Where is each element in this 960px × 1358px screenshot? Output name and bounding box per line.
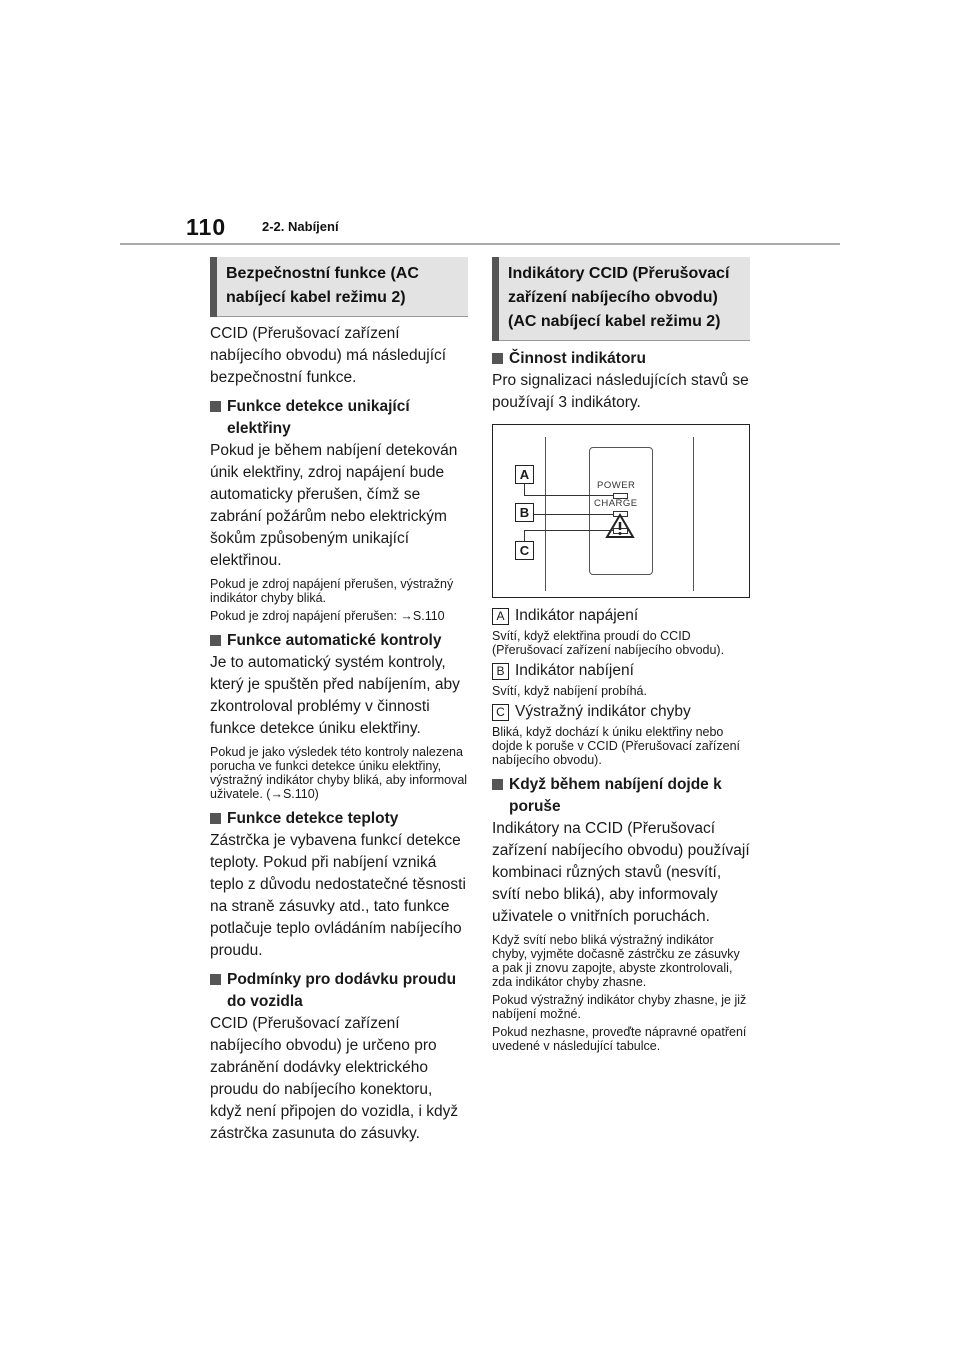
temperature-title: Funkce detekce teploty [227, 810, 399, 827]
legend-desc-error: Bliká, když dochází k úniku elektřiny nebo dojde k poruše v CCID (Přerušovací zařízení nabíjecího obvodu). [492, 725, 741, 767]
leak-detection-reference: Pokud je zdroj napájení přerušen: →S.110 [210, 609, 445, 623]
bullet-square-icon [210, 974, 221, 985]
auto-check-heading [210, 630, 468, 652]
fault-note-1: Když svítí nebo bliká výstražný indikátor chyby, vyjměte dočasně zástrčku ze zásuvky a pak ji znovu zapojte, abyste zkontrolovali, zda indikátor chyby zhasne. [492, 933, 740, 989]
temperature-heading [210, 808, 468, 830]
header-rule [120, 243, 840, 245]
auto-check-body: Je to automatický systém kontroly, který je spuštěn před nabíjením, aby zkontroloval problémy v činnosti funkce detekce úniku elektřiny. [210, 654, 460, 737]
supply-conditions-title: Podmínky pro dodávku proudu do vozidla [227, 971, 457, 1010]
legend-tag-b: B [492, 663, 509, 680]
lead-c-vertical [524, 530, 525, 541]
indicator-operation-heading [492, 348, 750, 370]
supply-conditions-heading [210, 969, 468, 1013]
leak-detection-body: Pokud je během nabíjení detekován únik elektřiny, zdroj napájení bude automaticky přerušen, čímž se zabrání požárům nebo elektrickým šokům způsobeným unikající elektřinou. [210, 442, 458, 569]
figure-tag-c: C [515, 541, 534, 560]
legend-title-error: Výstražný indikátor chyby [515, 703, 691, 720]
supply-conditions-body: CCID (Přerušovací zařízení nabíjecího obvodu) je určeno pro zabránění dodávky elektrického proudu do nabíjecího konektoru, když není připojen do vozidla, i když zástrčka zasunuta do zásuvky. [210, 1015, 459, 1142]
indicator-operation-body: Pro signalizaci následujících stavů se používají 3 indikátory. [492, 372, 749, 411]
legend-tag-a: A [492, 608, 509, 625]
legend-item-error [492, 702, 750, 722]
legend-item-charge [492, 661, 750, 681]
leak-detection-note: Pokud je zdroj napájení přerušen, výstražný indikátor chyby bliká. [210, 577, 454, 605]
fault-note-3: Pokud nezhasne, proveďte nápravné opatření uvedené v následující tabulce. [492, 1025, 747, 1053]
safety-intro: CCID (Přerušovací zařízení nabíjecího obvodu) má následující bezpečnostní funkce. [210, 325, 447, 386]
lead-a-horizontal [524, 495, 613, 496]
fault-note-2: Pokud výstražný indikátor chyby zhasne, je již nabíjení možné. [492, 993, 747, 1021]
safety-functions-heading: Bezpečnostní funkce (AC nabíjecí kabel režimu 2) [210, 257, 468, 317]
bullet-square-icon [210, 635, 221, 646]
leak-detection-heading [210, 396, 468, 440]
ccid-indicators-heading: Indikátory CCID (Přerušovací zařízení nabíjecího obvodu) (AC nabíjecí kabel režimu 2) [492, 257, 750, 341]
power-label: POWER [597, 480, 636, 491]
figure-tag-b: B [515, 503, 534, 522]
section-title: 2-2. Nabíjení [262, 219, 339, 234]
legend-title-charge: Indikátor nabíjení [515, 662, 634, 679]
leak-detection-title: Funkce detekce unikající elektřiny [227, 398, 410, 437]
lead-c-horizontal [524, 530, 613, 531]
auto-check-note: Pokud je jako výsledek této kontroly nalezena porucha ve funkci detekce úniku elektřiny, výstražný indikátor chyby bliká, aby informoval uživatele. (→S.110) [210, 745, 468, 801]
warning-triangle-icon [605, 513, 635, 539]
left-column [210, 257, 468, 1150]
page-number: 110 [186, 214, 227, 240]
legend-title-power: Indikátor napájení [515, 607, 639, 624]
figure-tag-a: A [515, 465, 534, 484]
cable-line-right [693, 437, 694, 591]
legend-desc-power: Svítí, když elektřina proudí do CCID (Přerušovací zařízení nabíjecího obvodu). [492, 629, 725, 657]
fault-body: Indikátory na CCID (Přerušovací zařízení nabíjecího obvodu) používají kombinaci různých stavů (nesvítí, svítí nebo bliká), aby informovaly uživatele o vnitřních poruchách. [492, 820, 750, 925]
fault-title: Když během nabíjení dojde k poruše [509, 776, 722, 815]
fault-heading [492, 774, 750, 818]
legend-item-power [492, 606, 750, 626]
bullet-square-icon [492, 353, 503, 364]
ccid-indicator-figure [492, 424, 750, 598]
bullet-square-icon [492, 779, 503, 790]
lead-b-horizontal [534, 514, 613, 515]
bullet-square-icon [210, 401, 221, 412]
indicator-operation-title: Činnost indikátoru [509, 350, 646, 367]
temperature-body: Zástrčka je vybavena funkcí detekce teploty. Pokud při nabíjení vzniká teplo z důvodu nedostatečné těsnosti na straně zásuvky atd., tato funkce potlačuje teplo ovládáním nabíjecího proudu. [210, 832, 466, 959]
charge-label: CHARGE [594, 498, 638, 509]
legend-desc-charge: Svítí, když nabíjení probíhá. [492, 684, 647, 698]
bullet-square-icon [210, 813, 221, 824]
auto-check-title: Funkce automatické kontroly [227, 632, 442, 649]
right-column [492, 257, 750, 1057]
legend-tag-c: C [492, 704, 509, 721]
